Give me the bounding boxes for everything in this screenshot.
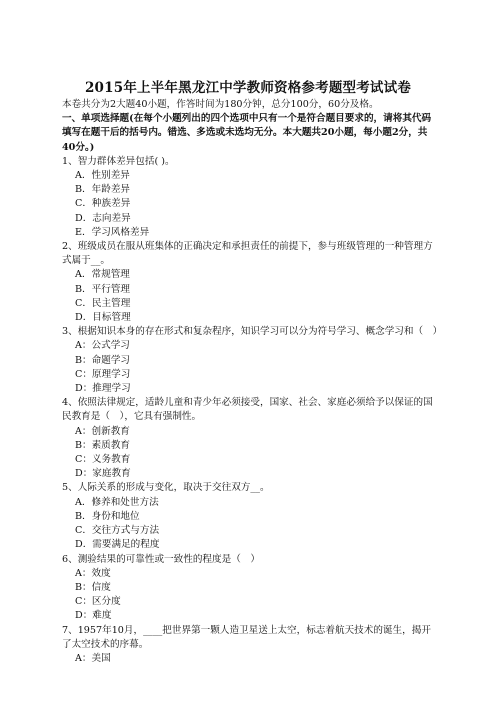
option-a: A：效度 [75,567,111,579]
option-d: D．目标管理 [75,312,131,324]
option-c: C：区分度 [75,596,121,608]
option-d: D：推理学习 [75,383,131,395]
question-stem: 5、人际关系的形成与变化，取决于交往双方__。 [62,482,270,494]
option-d: D：难度 [75,610,112,622]
question-6 [62,553,438,624]
option-c: C．民主管理 [75,297,131,309]
question-7 [62,624,438,667]
option-b: B．年龄差异 [75,184,131,196]
question-stem: 2、班级成员在服从班集体的正确决定和承担责任的前提下，参与班级管理的一种管理方式属于__。 [62,241,433,267]
option-c: C：义务教育 [75,454,131,466]
option-a: A：创新教育 [75,425,130,437]
option-b: B：素质教育 [75,439,131,451]
question-stem: 1、智力群体差异包括( )。 [62,155,175,167]
option-e: E．学习风格差异 [75,226,150,238]
question-stem: 3、根据知识本身的存在形式和复杂程序，知识学习可以分为符号学习、概念学习和（ ） [62,326,443,338]
option-a: A：公式学习 [75,340,130,352]
option-c: C：原理学习 [75,368,131,380]
option-a: A．常规管理 [75,269,130,281]
option-c: C．种族差异 [75,198,131,210]
option-d: D．需要满足的程度 [75,539,160,551]
document-title: 2015年上半年黑龙江中学教师资格参考题型考试试卷 [84,80,412,96]
question-4 [62,396,438,481]
question-5 [62,481,438,552]
option-d: D．志向差异 [75,212,131,224]
question-2 [62,240,438,325]
section-heading: 一、单项选择题(在每个小题列出的四个选项中只有一个是符合题目要求的，请将其代码填写在题干后的括号内。错选、多选或未选均无分。本大题共20小题，每小题2分，共40分。) [62,113,432,153]
option-b: B：命题学习 [75,354,131,366]
question-1 [62,155,438,240]
option-d: D：家庭教育 [75,468,131,480]
question-stem: 6、测验结果的可靠性或一致性的程度是（ ） [62,553,260,565]
document-body [62,98,443,666]
question-stem: 4、依照法律规定，适龄儿童和青少年必须接受，国家、社会、家庭必须给予以保证的国民教育是（ ），它具有强制性。 [62,397,433,423]
option-c: C．交往方式与方法 [75,525,160,537]
question-stem: 7、1957年10月，____把世界第一颗人造卫星送上太空，标志着航天技术的诞生，揭开了太空技术的序幕。 [62,624,431,650]
option-a: A．性别差异 [75,170,130,182]
option-b: B．身份和地位 [75,510,140,522]
option-a: A：美国 [75,652,111,664]
question-3 [62,325,443,396]
option-b: B．平行管理 [75,283,131,295]
option-b: B：信度 [75,581,111,593]
exam-intro: 本卷共分为2大题40小题，作答时间为180分钟，总分100分，60分及格。 [62,99,379,110]
option-a: A．修养和处世方法 [75,496,159,508]
